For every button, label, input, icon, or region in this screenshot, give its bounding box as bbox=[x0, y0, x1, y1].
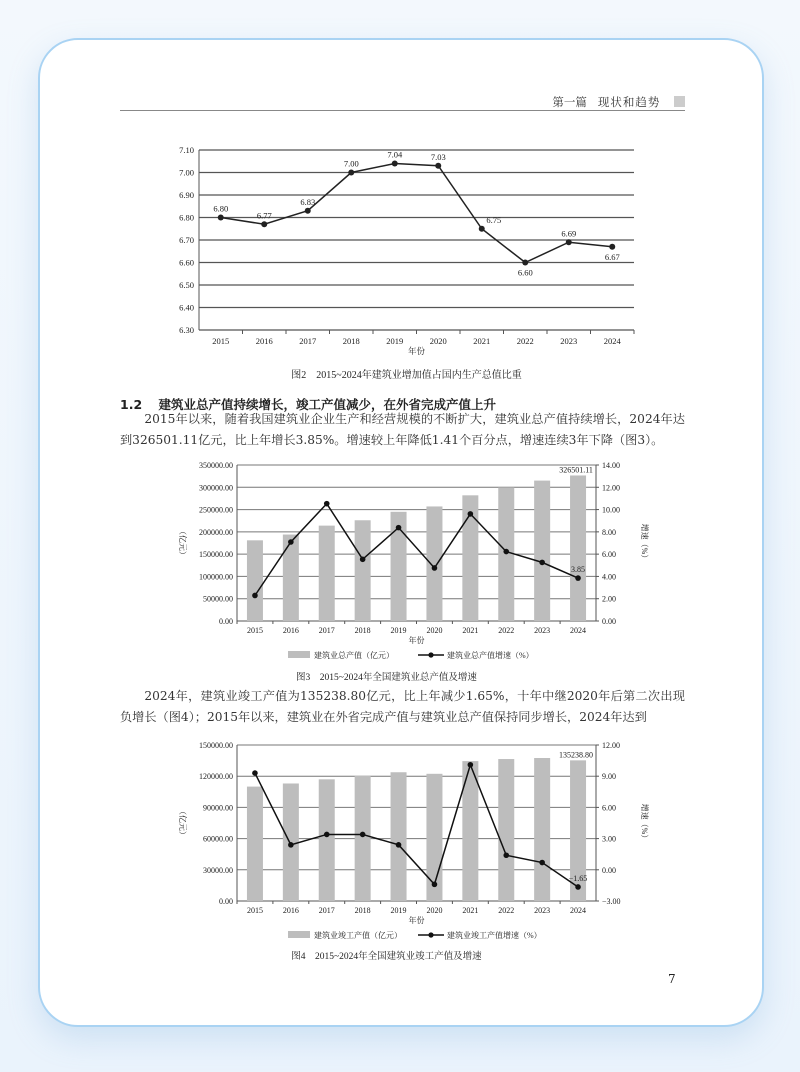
y-tick-label: 0.00 bbox=[219, 897, 233, 906]
x-tick-label: 2021 bbox=[462, 906, 479, 915]
x-tick-label: 2016 bbox=[282, 906, 299, 915]
y-tick-label: 7.10 bbox=[179, 145, 194, 155]
x-tick-label: 2024 bbox=[570, 626, 587, 635]
y2-tick-label: 14.00 bbox=[602, 461, 620, 470]
x-axis-label: 年份 bbox=[408, 636, 425, 645]
bar bbox=[498, 759, 514, 901]
y-tick-label: 90000.00 bbox=[203, 803, 233, 813]
legend-line-marker bbox=[428, 932, 433, 937]
bar bbox=[355, 776, 371, 901]
x-tick-label: 2022 bbox=[516, 336, 534, 346]
header-title: 现状和趋势 bbox=[597, 95, 661, 109]
y-tick-label: 6.60 bbox=[179, 257, 194, 268]
data-label: 7.03 bbox=[430, 151, 446, 162]
paragraph-1: 2015年以来，随着我国建筑业企业生产和经营规模的不断扩大，建筑业总产值持续增长，2024年达到326501.11亿元，比上年增长3.85%。增速较上年降低1.41个百分点，增速连续3年下降（图3）。 bbox=[120, 412, 685, 447]
x-tick-label: 2016 bbox=[282, 626, 299, 635]
y2-tick-label: −3.00 bbox=[602, 897, 621, 906]
y2-tick-label: 9.00 bbox=[602, 772, 616, 782]
bar bbox=[319, 779, 335, 901]
data-point bbox=[396, 525, 402, 531]
x-tick-label: 2020 bbox=[426, 906, 443, 915]
bar bbox=[426, 506, 442, 621]
y-tick-label: 150000.00 bbox=[199, 550, 233, 560]
data-label: 6.77 bbox=[256, 210, 272, 221]
data-point bbox=[435, 163, 441, 169]
x-tick-label: 2019 bbox=[390, 626, 407, 635]
x-tick-label: 2015 bbox=[246, 906, 263, 915]
bar-data-label: 326501.11 bbox=[559, 465, 593, 475]
header-square-icon bbox=[674, 96, 685, 107]
y-tick-label: 6.40 bbox=[179, 302, 194, 313]
bar bbox=[247, 787, 263, 901]
paragraph-2: 2024年，建筑业竣工产值为135238.80亿元，比上年减少1.65%，十年中继2020年后第二次出现负增长（图4）；2015年以来，建筑业在外省完成产值与建筑业总产值保持同步增长，2024年达到 bbox=[120, 689, 685, 724]
y-tick-label: 100000.00 bbox=[199, 572, 233, 582]
x-tick-label: 2021 bbox=[473, 336, 491, 346]
data-point bbox=[575, 575, 581, 581]
bar-data-label: 135238.80 bbox=[559, 750, 594, 760]
chart-total-output bbox=[150, 455, 660, 685]
data-point bbox=[522, 260, 528, 266]
x-tick-label: 2023 bbox=[534, 626, 551, 635]
data-point bbox=[432, 882, 438, 888]
x-tick-label: 2017 bbox=[318, 626, 335, 635]
data-point bbox=[288, 539, 294, 545]
y-tick-label: 200000.00 bbox=[199, 527, 233, 537]
line-data-label: −1.65 bbox=[568, 873, 588, 883]
bar bbox=[247, 540, 263, 621]
data-point bbox=[396, 842, 402, 848]
legend-line-label: 建筑业竣工产值增速（%） bbox=[447, 931, 542, 940]
x-tick-label: 2017 bbox=[318, 906, 335, 915]
y-tick-label: 6.80 bbox=[179, 212, 194, 223]
y-tick-label: 6.30 bbox=[179, 325, 194, 335]
section-number: 1.2 bbox=[120, 397, 143, 412]
data-point bbox=[252, 770, 258, 776]
y-tick-label: 6.90 bbox=[179, 190, 194, 200]
legend-bar-label: 建筑业总产值（亿元） bbox=[314, 651, 394, 660]
x-axis-label: 年份 bbox=[408, 916, 425, 925]
data-point bbox=[503, 852, 509, 858]
data-point bbox=[288, 842, 294, 848]
data-point bbox=[305, 208, 311, 214]
data-point bbox=[566, 239, 572, 245]
bar bbox=[570, 475, 586, 621]
y2-axis-label: 增速（%） bbox=[640, 803, 649, 843]
x-tick-label: 2019 bbox=[390, 906, 407, 915]
x-tick-label: 2022 bbox=[498, 626, 515, 635]
data-point bbox=[539, 560, 545, 566]
y2-tick-label: 2.00 bbox=[602, 594, 616, 604]
x-tick-label: 2023 bbox=[534, 906, 551, 915]
legend-bar-swatch bbox=[288, 651, 310, 658]
x-tick-label: 2015 bbox=[246, 626, 263, 635]
data-label: 6.80 bbox=[213, 203, 229, 214]
x-tick-label: 2017 bbox=[299, 336, 317, 346]
data-label: 6.69 bbox=[561, 228, 577, 239]
y-axis-label: （亿元） bbox=[178, 807, 187, 839]
y-tick-label: 50000.00 bbox=[203, 594, 233, 604]
x-tick-label: 2018 bbox=[354, 626, 371, 635]
y2-tick-label: 6.00 bbox=[602, 803, 616, 813]
x-axis-label: 年份 bbox=[407, 346, 426, 356]
data-point bbox=[609, 244, 615, 250]
bar bbox=[355, 520, 371, 621]
y-tick-label: 350000.00 bbox=[199, 461, 233, 470]
series-line bbox=[255, 765, 578, 887]
y-tick-label: 0.00 bbox=[219, 617, 233, 626]
running-header bbox=[120, 94, 685, 111]
y2-tick-label: 4.00 bbox=[602, 572, 616, 582]
chart-caption: 图2 2015~2024年建筑业增加值占国内生产总值比重 bbox=[291, 370, 522, 381]
legend-bar-label: 建筑业竣工产值（亿元） bbox=[314, 931, 402, 940]
bar bbox=[534, 481, 550, 621]
y2-tick-label: 0.00 bbox=[602, 617, 616, 626]
data-point bbox=[575, 884, 581, 890]
data-point bbox=[261, 221, 267, 227]
x-tick-label: 2015 bbox=[212, 336, 230, 346]
chart-caption: 图4 2015~2024年全国建筑业竣工产值及增速 bbox=[291, 952, 482, 962]
x-tick-label: 2023 bbox=[560, 336, 578, 346]
data-label: 7.00 bbox=[343, 158, 359, 169]
bar bbox=[283, 535, 299, 621]
x-tick-label: 2022 bbox=[498, 906, 515, 915]
y2-tick-label: 0.00 bbox=[602, 865, 616, 875]
line-data-label: 3.85 bbox=[571, 565, 586, 575]
bar bbox=[391, 772, 407, 901]
y-tick-label: 6.50 bbox=[179, 280, 194, 290]
y-tick-label: 60000.00 bbox=[203, 834, 233, 844]
legend-bar-swatch bbox=[288, 931, 310, 938]
y2-tick-label: 12.00 bbox=[602, 483, 620, 493]
data-point bbox=[324, 501, 330, 507]
x-tick-label: 2024 bbox=[603, 336, 621, 346]
y-tick-label: 6.70 bbox=[179, 235, 194, 245]
y-tick-label: 250000.00 bbox=[199, 505, 233, 515]
data-label: 6.83 bbox=[300, 196, 316, 207]
data-label: 7.04 bbox=[387, 149, 403, 160]
x-tick-label: 2018 bbox=[342, 336, 360, 346]
data-point bbox=[468, 511, 474, 517]
x-tick-label: 2018 bbox=[354, 906, 371, 915]
legend-line-marker bbox=[428, 652, 433, 657]
y2-tick-label: 8.00 bbox=[602, 527, 616, 537]
y-tick-label: 7.00 bbox=[179, 167, 194, 178]
data-label: 6.75 bbox=[486, 214, 502, 225]
data-point bbox=[360, 556, 366, 562]
data-point bbox=[218, 215, 224, 221]
data-label: 6.67 bbox=[604, 251, 620, 262]
data-point bbox=[432, 565, 438, 571]
y2-tick-label: 6.00 bbox=[602, 550, 616, 560]
x-tick-label: 2020 bbox=[426, 626, 443, 635]
y-tick-label: 300000.00 bbox=[199, 483, 233, 493]
chart-gdp-share bbox=[140, 140, 660, 385]
data-point bbox=[392, 161, 398, 167]
data-point bbox=[468, 762, 474, 768]
x-tick-label: 2020 bbox=[429, 336, 447, 346]
chart-completed-output bbox=[150, 735, 660, 965]
series-line bbox=[255, 504, 578, 596]
data-point bbox=[360, 832, 366, 838]
chart-caption: 图3 2015~2024年全国建筑业总产值及增速 bbox=[296, 673, 477, 683]
y-tick-label: 120000.00 bbox=[199, 772, 233, 782]
x-tick-label: 2021 bbox=[462, 626, 479, 635]
x-tick-label: 2024 bbox=[570, 906, 587, 915]
data-point bbox=[348, 170, 354, 176]
series-line bbox=[221, 164, 613, 263]
y2-tick-label: 10.00 bbox=[602, 505, 620, 515]
y2-axis-label: 增速（%） bbox=[640, 523, 649, 563]
data-point bbox=[503, 549, 509, 555]
bar bbox=[319, 526, 335, 621]
data-point bbox=[479, 226, 485, 232]
data-point bbox=[252, 593, 258, 599]
x-tick-label: 2016 bbox=[255, 336, 273, 346]
y2-tick-label: 3.00 bbox=[602, 834, 616, 844]
data-point bbox=[324, 832, 330, 838]
x-tick-label: 2019 bbox=[386, 336, 404, 346]
y2-tick-label: 12.00 bbox=[602, 741, 620, 750]
legend-line-label: 建筑业总产值增速（%） bbox=[447, 651, 534, 660]
y-tick-label: 30000.00 bbox=[203, 865, 233, 875]
bar bbox=[534, 758, 550, 901]
section-title: 建筑业总产值持续增长，竣工产值减少，在外省完成产值上升 bbox=[158, 397, 497, 412]
data-label: 6.60 bbox=[517, 267, 533, 278]
page-number: 7 bbox=[668, 972, 676, 986]
y-tick-label: 150000.00 bbox=[199, 741, 233, 750]
y-axis-label: （亿元） bbox=[178, 527, 187, 559]
header-part: 第一篇 bbox=[552, 95, 587, 109]
data-point bbox=[539, 860, 545, 866]
